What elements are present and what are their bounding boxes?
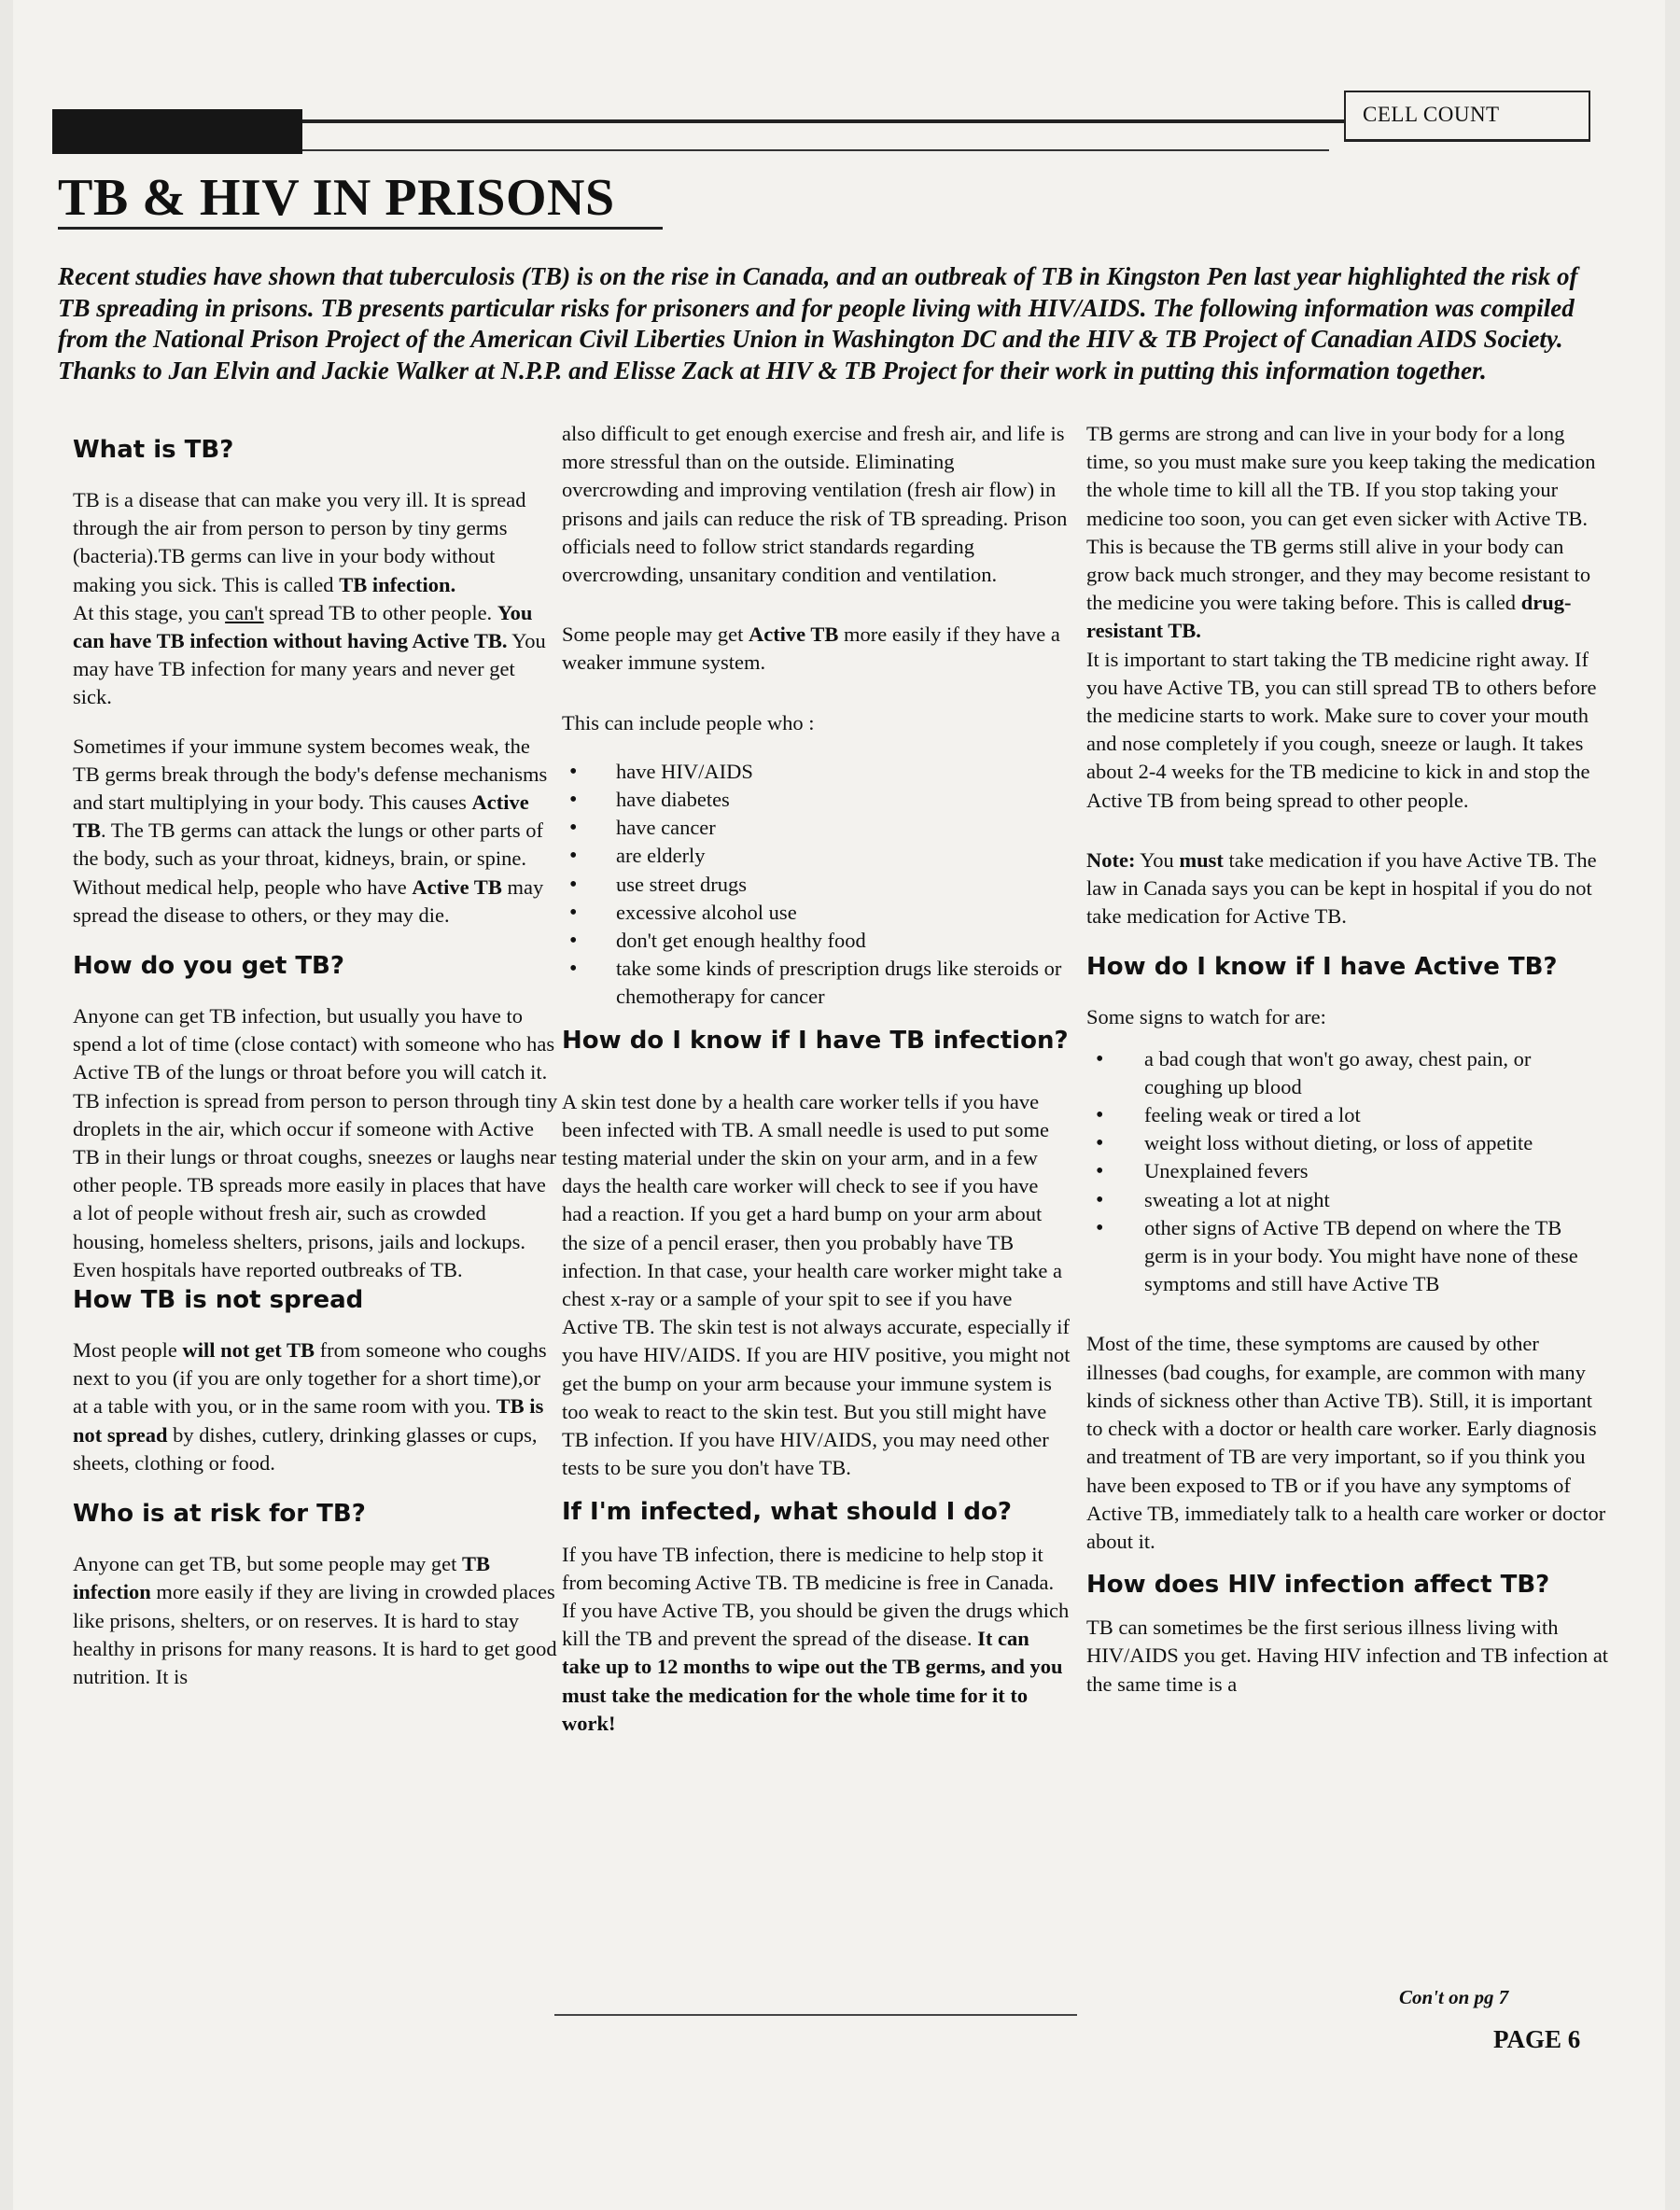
column-2 xyxy=(562,420,1071,1738)
header-black-bar xyxy=(52,109,302,154)
text-run-bold: Active TB xyxy=(412,874,502,899)
text-run: If you have Active TB, you should be given the drugs which kill the TB and prevent the spread of the disease. xyxy=(562,1598,1070,1651)
paragraph-get-tb-1: Anyone can get TB infection, but usually you have to spend a lot of time (close contact) with someone who has Active TB of the lungs or throat before you will catch it. xyxy=(73,1004,555,1084)
text-run: may spread the disease to others, or they may die. xyxy=(73,874,544,927)
paragraph-include: This can include people who : xyxy=(562,710,815,734)
paragraph-skin-test: A skin test done by a health care worker tells if you have been infected with TB. A small needle is used to put some testing material under the skin on your arm, and in a few days the health care worker will check to see if you have had a reaction. If you get a hard bump on your arm about the size of a pencil eraser, then you probably have TB infection. In that case, your health care worker might take a chest x-ray or a sample of your spit to see if you have Active TB. The skin test is not always accurate, especially if you have HIV/AIDS. If you are HIV positive, you might not get the bump on your arm because your immune system is too weak to react to the skin test. But you still might have TB infection. If you have HIV/AIDS, you may need other tests to be sure you don't have TB. xyxy=(562,1089,1071,1480)
column-bottom-rule xyxy=(554,2014,1077,2016)
text-run: You may have TB infection for many years and never get sick. xyxy=(73,629,546,709)
list-item: • have cancer xyxy=(616,814,1071,842)
text-run-bold: Active TB xyxy=(748,622,839,647)
text-run-bold: TB infection xyxy=(73,1552,491,1604)
paragraph-most-time: Most of the time, these symptoms are caused by other illnesses (bad coughs, for example, are common with many kinds of sickness other than Active TB). Still, it is important to check with a doctor or health care worker. Early diagnosis and treatment of TB are very important, so if you think you have been exposed to TB or if you have any symptoms of Active TB, immediately talk to a health care worker or doctor about it. xyxy=(1086,1332,1606,1553)
paragraph-infected-1: If you have TB infection, there is medicine to help stop it from becoming Active TB. TB medicine is free in Canada. xyxy=(562,1542,1055,1594)
column-3 xyxy=(1086,420,1609,1699)
text-run: Sometimes if your immune system becomes weak, the TB germs break through the body's defense mechanisms and start multiplying in your body. This causes xyxy=(73,734,548,815)
heading-hiv-affect-tb: How does HIV infection affect TB? xyxy=(1086,1571,1550,1600)
text-run: . The TB germs can attack the lungs or other parts of the body, such as your throat, kidneys, brain, or spine. Without medical help, people who have xyxy=(73,818,544,899)
text-run: more easily if they are living in crowded places like prisons, shelters, or on reserves. It is hard to stay healthy in prisons for many reasons. It is hard to get good nutrition. It is xyxy=(73,1580,557,1688)
list-item: • excessive alcohol use xyxy=(616,899,1071,927)
paragraph-what-is-tb-1 xyxy=(73,486,558,599)
text-run-underline: can't xyxy=(225,600,264,624)
paragraph-hiv-affect: TB can sometimes be the first serious illness living with HIV/AIDS you get. Having HIV infection and TB infection at the same time is a xyxy=(1086,1616,1609,1696)
heading-what-is-tb: What is TB? xyxy=(73,436,234,464)
text-run: Some people may get xyxy=(562,622,749,647)
paragraph-not-spread xyxy=(73,1336,558,1477)
text-run-bold: You can have TB infection without having Active TB. xyxy=(73,600,533,653)
text-run-bold: will not get TB xyxy=(182,1338,315,1363)
heading-not-spread: How TB is not spread xyxy=(73,1286,364,1315)
heading-who-at-risk: Who is at risk for TB? xyxy=(73,1500,366,1529)
header-rule-lower xyxy=(302,149,1329,151)
text-run-bold: must xyxy=(1179,847,1224,872)
column-1 xyxy=(73,434,558,1691)
list-item: • are elderly xyxy=(616,842,1071,870)
paragraph-what-is-tb-2 xyxy=(73,599,558,712)
paragraph-weak-immune xyxy=(562,621,1071,677)
article-title: TB & HIV IN PRISONS xyxy=(58,169,615,227)
article-intro: Recent studies have shown that tuberculosis (TB) is on the rise in Canada, and an outbreak of TB in Kingston Pen last year highlighted the risk of TB spreading in prisons. TB presents particular risks for prisoners and for people living with HIV/AIDS. The following information was compiled from the National Prison Project of the American Civil Liberties Union in Washington DC and the HIV & TB Project of Canadian AIDS Society. Thanks to Jan Elvin and Jackie Walker at N.P.P. and Elisse Zack at HIV & TB Project for their work in putting this information together. xyxy=(58,262,1578,385)
paragraph-infected-2 xyxy=(562,1597,1071,1738)
list-item: • sweating a lot at night xyxy=(1144,1186,1609,1214)
text-run-bold: It can take up to 12 months to wipe out the TB germs, and you must take the medication for the whole time for it to work! xyxy=(562,1627,1063,1735)
list-item: • weight loss without dieting, or loss of appetite xyxy=(1144,1129,1609,1157)
heading-how-get-tb: How do you get TB? xyxy=(73,952,344,981)
page-number: PAGE 6 xyxy=(1493,2025,1581,2053)
paragraph-what-is-tb-3 xyxy=(73,733,558,930)
paragraph-get-tb-2: TB infection is spread from person to person through tiny droplets in the air, which occur if someone with Active TB in their lungs or throat coughs, sneezes or laughs near other people. TB spreads more easily in places that have a lot of people without fresh air, such as crowded housing, homeless shelters, prisons, jails and lockups. Even hospitals have reported outbreaks of TB. xyxy=(73,1088,558,1281)
paragraph-germs-strong xyxy=(1086,420,1609,646)
paragraph-continued: also difficult to get enough exercise and fresh air, and life is more stressful than on the outside. Eliminating overcrowding and improving ventilation (fresh air flow) in prisons and jails can reduce the risk of TB spreading. Prison officials need to follow strict standards regarding overcrowding, unsanitary condition and ventilation. xyxy=(562,422,1068,587)
heading-know-tb-infection: How do I know if I have TB infection? xyxy=(562,1026,1069,1055)
list-item: • don't get enough healthy food xyxy=(616,927,1071,955)
text-run: by dishes, cutlery, drinking glasses or cups, sheets, clothing or food. xyxy=(73,1422,538,1475)
text-run-bold: TB is not spread xyxy=(73,1394,544,1447)
list-item: • Unexplained fevers xyxy=(1144,1157,1609,1185)
paragraph-start-medicine: It is important to start taking the TB medicine right away. If you have Active TB, you can still spread TB to others before the medicine starts to work. Make sure to cover your mouth and nose completely if you cough, sneeze or laugh. It takes about 2-4 weeks for the TB medicine to kick in and stop the Active TB from being spread to other people. xyxy=(1086,647,1597,812)
list-item: • feeling weak or tired a lot xyxy=(1144,1101,1609,1129)
list-item: • other signs of Active TB depend on where the TB germ is in your body. You might have none of these symptoms and still have Active TB xyxy=(1144,1214,1609,1299)
text-run: You xyxy=(1135,847,1180,872)
paragraph-who-at-risk xyxy=(73,1550,558,1691)
paragraph-signs: Some signs to watch for are: xyxy=(1086,1005,1326,1029)
risk-list xyxy=(562,758,1071,1012)
text-run-bold: drug-resistant TB. xyxy=(1086,591,1572,643)
continued-note: Con't on pg 7 xyxy=(1399,1986,1509,2008)
text-run-bold: TB infection. xyxy=(339,572,456,596)
text-run: Anyone can get TB, but some people may get xyxy=(73,1552,462,1576)
title-underline xyxy=(58,227,663,230)
text-run: TB is a disease that can make you very ill. It is spread through the air from person to person by tiny germs (bacteria).TB germs can live in your body without making you sick. This is called xyxy=(73,488,526,596)
signs-list xyxy=(1086,1045,1609,1299)
heading-if-infected: If I'm infected, what should I do? xyxy=(562,1497,1012,1526)
newsletter-page xyxy=(13,0,1665,2210)
heading-know-active-tb: How do I know if I have Active TB? xyxy=(1086,953,1558,982)
text-run: Most people xyxy=(73,1338,183,1363)
list-item: • have diabetes xyxy=(616,786,1071,814)
text-run: At this stage, you xyxy=(73,600,226,624)
text-run-bold: Note: xyxy=(1086,847,1136,872)
paragraph-note xyxy=(1086,846,1609,931)
text-run-bold: Active TB xyxy=(73,790,529,843)
list-item: • have HIV/AIDS xyxy=(616,758,1071,786)
header-rule xyxy=(302,119,1345,123)
text-run: spread TB to other people. xyxy=(263,600,497,624)
list-item: • take some kinds of prescription drugs like steroids or chemotherapy for cancer xyxy=(616,955,1071,1011)
text-run: from someone who coughs next to you (if you are only together for a short time),or at a table with you, or in the same room with you. xyxy=(73,1338,547,1419)
text-run: take medication if you have Active TB. The law in Canada says you can be kept in hospital if you do not take medication for Active TB. xyxy=(1086,847,1597,929)
text-run: TB germs are strong and can live in your body for a long time, so you must make sure you keep taking the medication the whole time to kill all the TB. If you stop taking your medicine too soon, you can get even sicker with Active TB. This is because the TB germs still alive in your body can grow back much stronger, and they may become resistant to the medicine you were taking before. This is called xyxy=(1086,422,1596,615)
text-run: more easily if they have a weaker immune system. xyxy=(562,622,1060,675)
list-item: • use street drugs xyxy=(616,871,1071,899)
section-label: CELL COUNT xyxy=(1363,103,1500,126)
list-item: • a bad cough that won't go away, chest pain, or coughing up blood xyxy=(1144,1045,1609,1101)
